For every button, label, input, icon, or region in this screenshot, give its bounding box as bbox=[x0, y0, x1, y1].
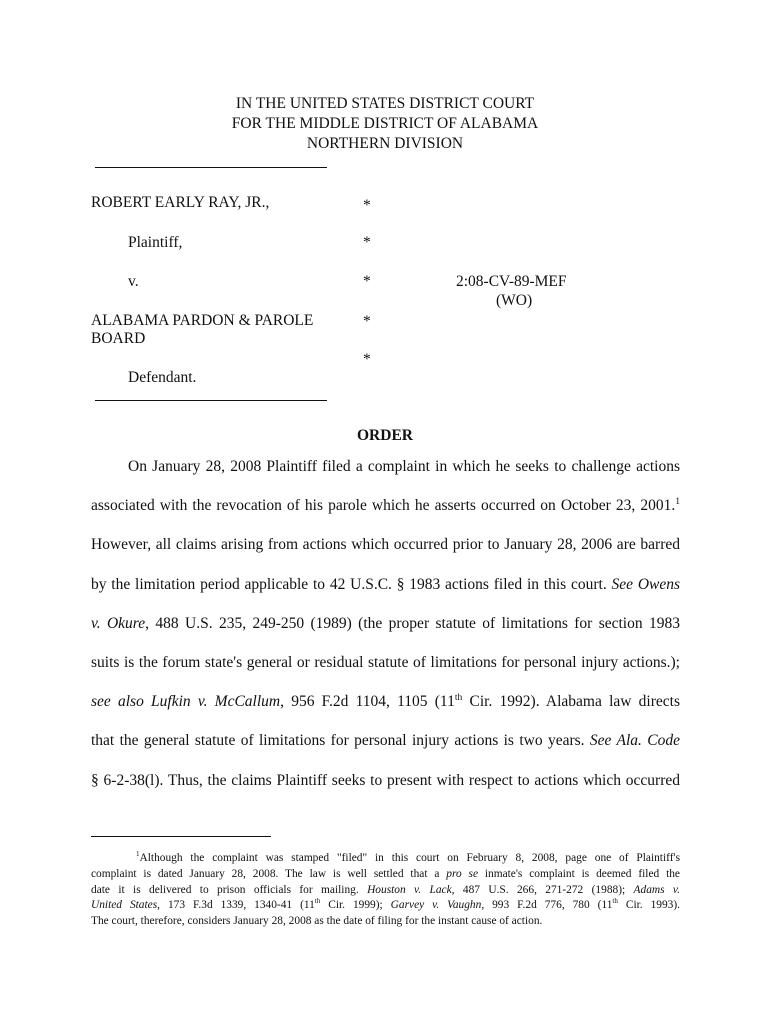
body-line: see also Lufkin v. McCallum, 956 F.2d 1104, 1105 (11th Cir. 1992). Alabama law directs bbox=[91, 691, 680, 711]
citation-signal: See Owens bbox=[611, 575, 681, 593]
caption-asterisk: * bbox=[363, 313, 371, 330]
plaintiff-name: ROBERT EARLY RAY, JR., bbox=[91, 194, 270, 211]
footnote-reference: 1 bbox=[675, 496, 680, 508]
court-header-line-3: NORTHERN DIVISION bbox=[306, 135, 464, 152]
caption-top-rule bbox=[95, 167, 327, 168]
defendant-name-line-1: ALABAMA PARDON & PAROLE bbox=[91, 312, 314, 329]
case-number-suffix: (WO) bbox=[496, 292, 533, 309]
footnote-separator bbox=[91, 836, 271, 837]
footnote-line: $^1$Although the complaint was stamped "filed" in this court on February 8, 2008, page one of Plaintiff's bbox=[136, 850, 680, 864]
footnote-line: date it is delivered to prison officials for mailing. Houston v. Lack, 487 U.S. 266, 271-272 (1988); Adams v. bbox=[91, 883, 680, 896]
versus-label: v. bbox=[128, 273, 139, 290]
case-number: 2:08-CV-89-MEF bbox=[456, 273, 567, 290]
defendant-name-line-2: BOARD bbox=[91, 330, 146, 347]
caption-bottom-rule bbox=[95, 400, 327, 401]
footnote bbox=[91, 851, 680, 930]
statute-citation: See Ala. Code bbox=[589, 732, 680, 750]
order-body bbox=[91, 457, 680, 810]
order-title: ORDER bbox=[357, 427, 413, 444]
caption-asterisk: * bbox=[363, 273, 371, 290]
caption-asterisk: * bbox=[363, 234, 371, 251]
caption-asterisk: * bbox=[363, 351, 371, 368]
footnote-marker: 1 bbox=[136, 850, 140, 859]
body-line: that the general statute of limitations for personal injury actions is two years. See Ala. Code bbox=[91, 732, 680, 750]
defendant-role: Defendant. bbox=[128, 369, 197, 386]
footnote-line: complaint is dated January 28, 2008. The law is well settled that a pro se inmate's complaint is deemed filed the bbox=[91, 867, 680, 880]
court-header-line-2: FOR THE MIDDLE DISTRICT OF ALABAMA bbox=[231, 115, 539, 132]
footnote-line: The court, therefore, considers January 28, 2008 as the date of filing for the instant cause of action. bbox=[91, 915, 543, 928]
case-citation: see also Lufkin v. McCallum bbox=[91, 693, 281, 711]
footnote-line: United States, 173 F.3d 1339, 1340-41 (11th Cir. 1999); Garvey v. Vaughn, 993 F.2d 776, 780 (11th Cir. 1993). bbox=[91, 897, 680, 912]
court-header-line-1: IN THE UNITED STATES DISTRICT COURT bbox=[235, 95, 535, 112]
caption-asterisk: * bbox=[363, 197, 371, 214]
body-line: by the limitation period applicable to 42 U.S.C. § 1983 actions filed in this court. See Owens bbox=[91, 575, 681, 593]
court-header bbox=[0, 94, 770, 154]
body-line: suits is the forum state's general or residual statute of limitations for personal injury actions.); bbox=[91, 653, 680, 671]
plaintiff-role: Plaintiff, bbox=[128, 234, 183, 251]
body-line: v. Okure, 488 U.S. 235, 249-250 (1989) (the proper statute of limitations for section 1983 bbox=[91, 614, 680, 632]
body-line: However, all claims arising from actions which occurred prior to January 28, 2006 are barred bbox=[91, 536, 680, 554]
body-line: § 6-2-38(l). Thus, the claims Plaintiff seeks to present with respect to actions which occurred bbox=[91, 771, 680, 789]
body-line: associated with the revocation of his parole which he asserts occurred on October 23, 2001.$^1$ bbox=[91, 496, 680, 515]
case-citation: v. Okure bbox=[91, 614, 146, 632]
body-line: On January 28, 2008 Plaintiff filed a complaint in which he seeks to challenge actions bbox=[128, 458, 680, 475]
